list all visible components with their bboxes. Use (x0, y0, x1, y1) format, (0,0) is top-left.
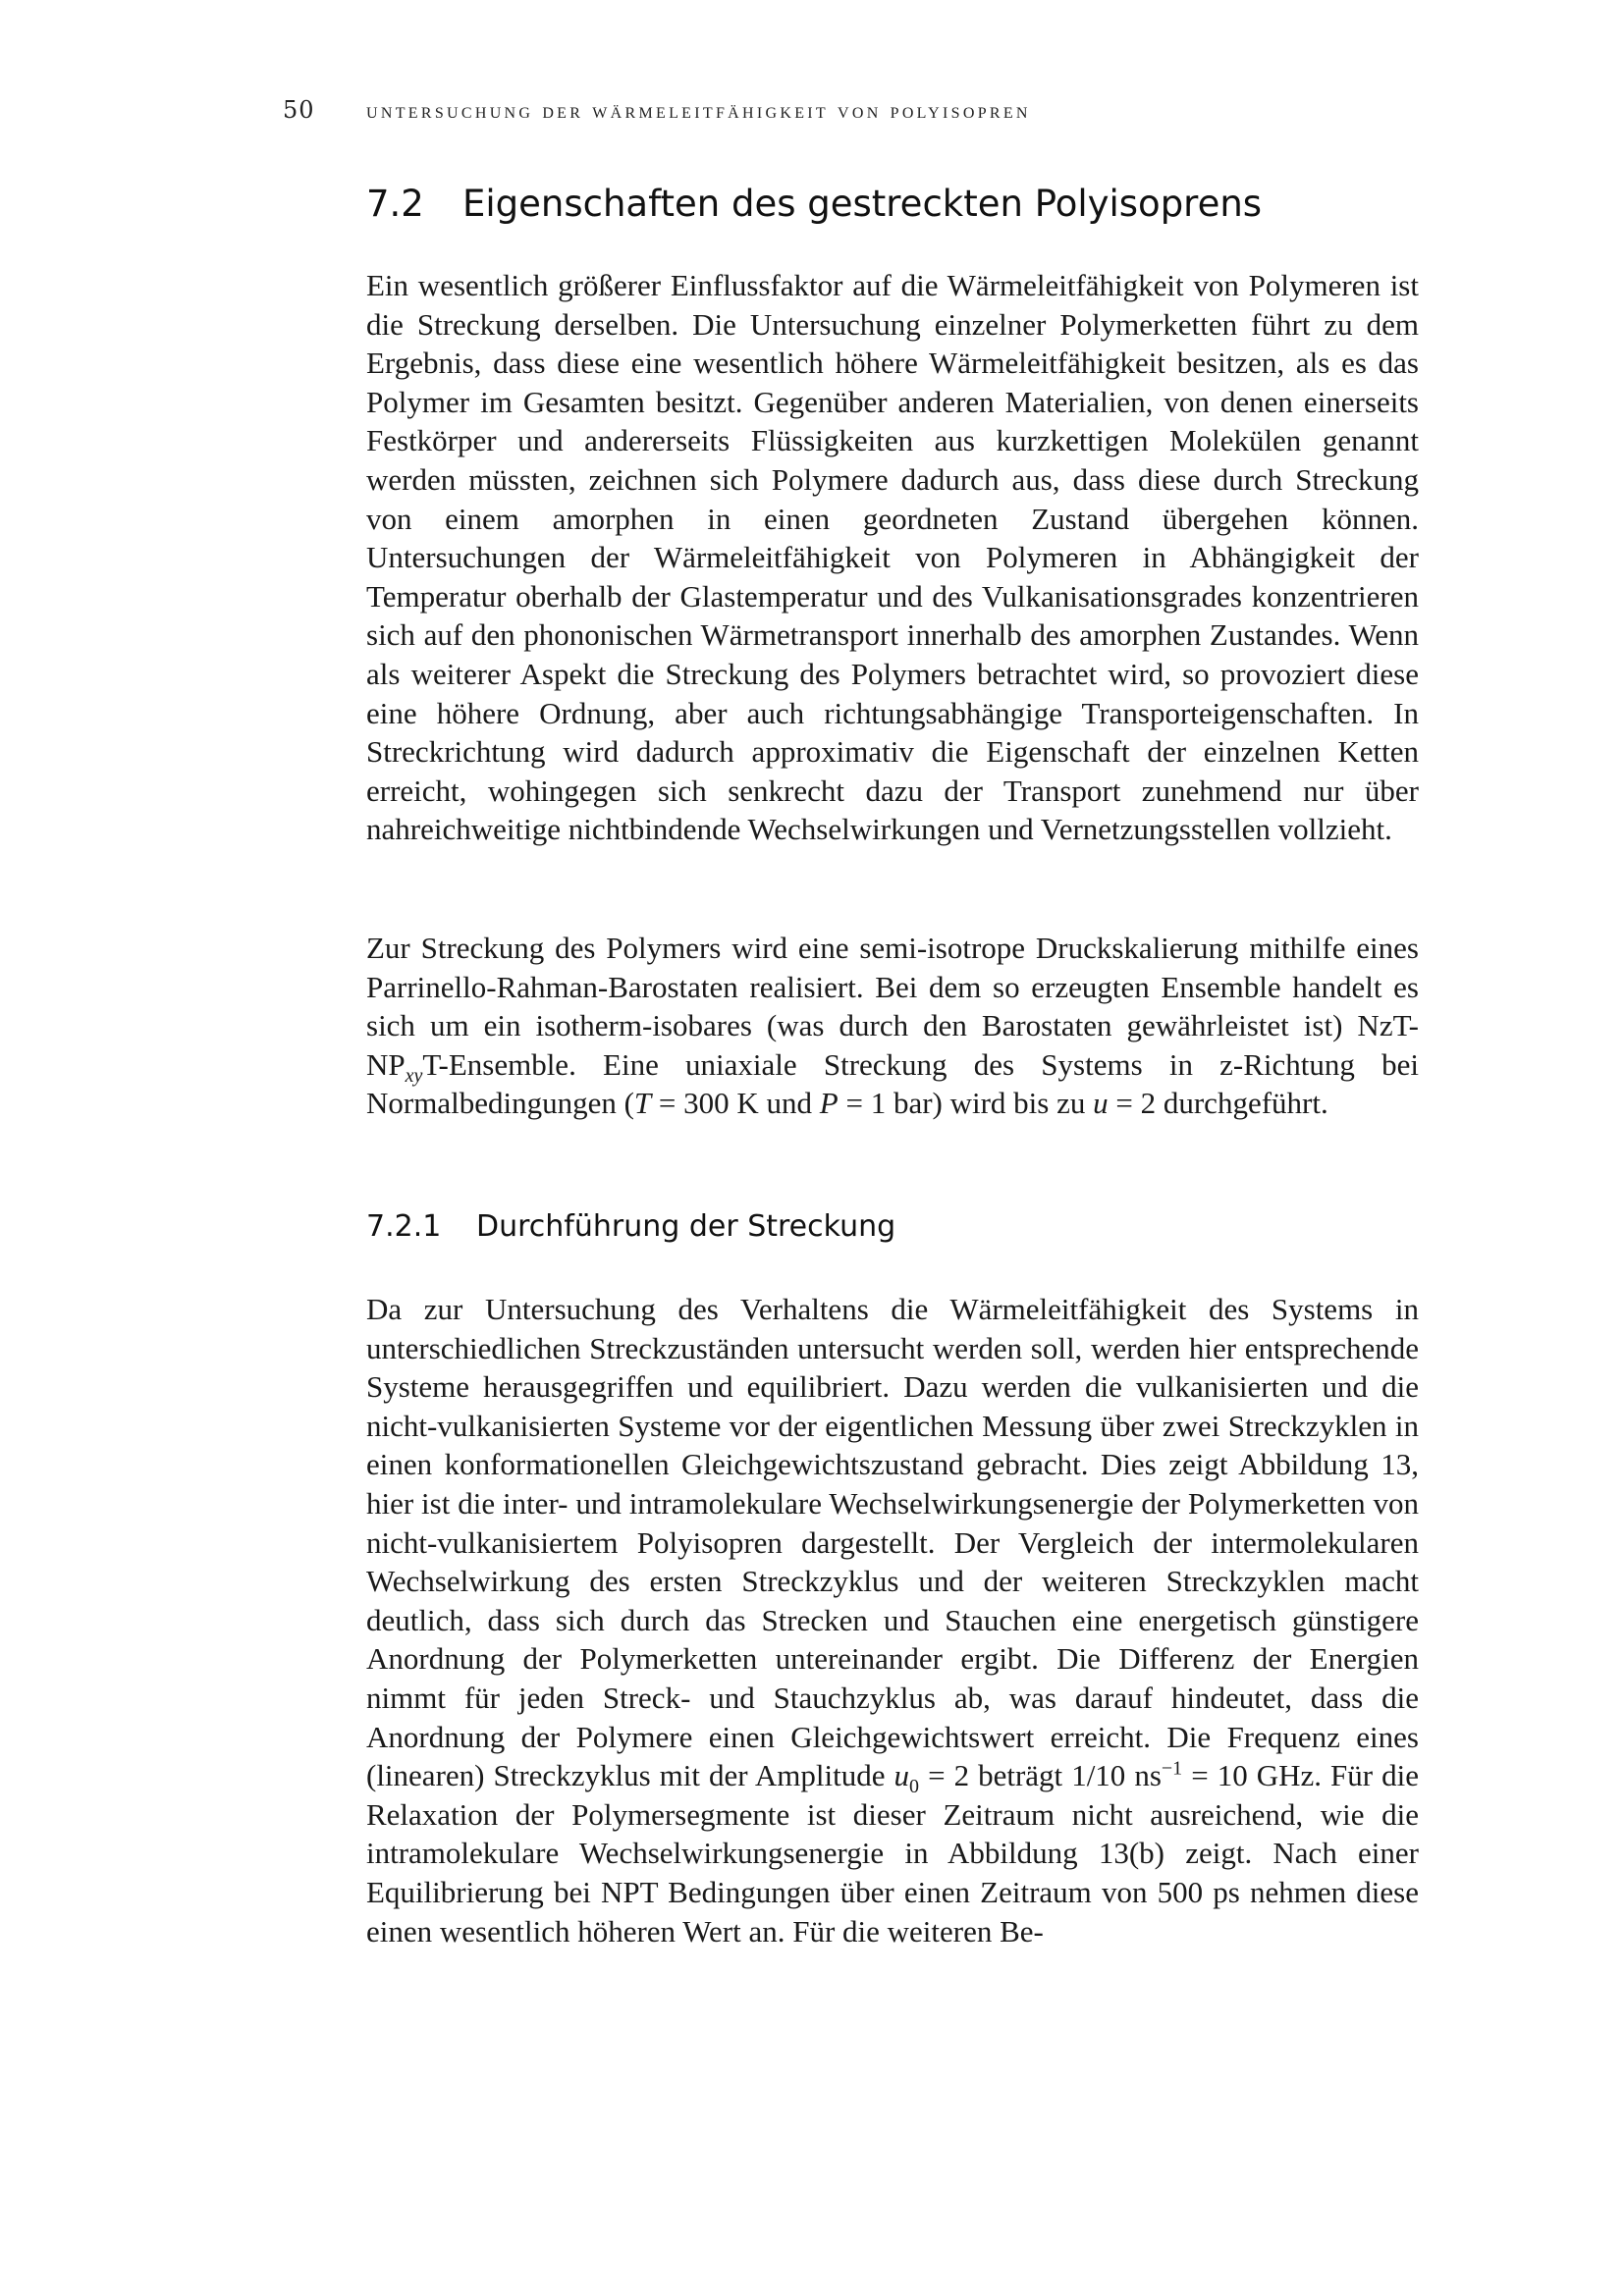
section-number: 7.2 (366, 183, 424, 225)
paragraph-3-text-1: Da zur Untersuchung des Verhaltens die Wärmeleitfähigkeit des Systems in unterschiedlichen Streckzuständen untersucht werden soll, werden hier entsprechende Systeme herausgegriffen und equilibriert. Dazu werden die vulkanisierten und die nicht-vulkanisierten Systeme vor der eigentlichen Messung über zwei Streckzyklen in einen konformationellen Gleichgewichtszustand gebracht. Dies zeigt Abbildung 13, hier ist die inter- und intramolekulare Wechselwirkungsenergie der Polymerketten von nicht-vulkanisiertem Polyisopren dargestellt. Der Vergleich der intermolekularen Wechselwirkung des ersten Streckzyklus und der weiteren Streckzyklen macht deutlich, dass sich durch das Strecken und Stauchen eine energetisch günstigere Anordnung der Polymerketten untereinander ergibt. Die Differenz der Energien nimmt für jeden Streck- und Stauchzyklus ab, was darauf hindeutet, dass die Anordnung der Polymere einen Gleichgewichtswert erreicht. Die Frequenz eines (linearen) Streckzyklus mit der Amplitude (366, 1292, 1419, 1793)
variable-T: T (633, 1086, 652, 1121)
running-title: untersuchung der wärmeleitfähigkeit von polyisopren (366, 98, 1031, 123)
running-header (0, 96, 1624, 135)
paragraph-3-text-2: = 2 beträgt 1/10 ns (919, 1758, 1162, 1793)
section-title: Eigenschaften des gestreckten Polyisoprens (462, 183, 1263, 225)
paragraph-2-text-5: = 2 durchgeführt. (1108, 1086, 1328, 1121)
page-number: 50 (283, 96, 315, 124)
section-heading (366, 183, 1262, 225)
subscript-0: 0 (909, 1776, 920, 1798)
paragraph-2-text-4: = 1 bar) wird bis zu (838, 1086, 1094, 1121)
subsection-heading (366, 1209, 895, 1244)
paragraph-3-text-3: = 10 GHz. Für die Relaxation der Polymersegmente ist dieser Zeitraum nicht ausreichend, wie die intramolekulare Wechselwirkungsenergie in Abbildung 13(b) zeigt. Nach einer Equilibrierung bei NPT Bedingungen über einen Zeitraum von 500 ps nehmen diese einen wesentlich höheren Wert an. Für die weiteren Be- (366, 1758, 1420, 1949)
paragraph-2-text-3: = 300 K und (651, 1086, 820, 1121)
paragraph-2-text-1: Zur Streckung des Polymers wird eine semi-isotrope Druckskalierung mithilfe eines Parrinello-Rahman-Barostaten realisiert. Bei dem so erzeugten Ensemble handelt es sich um ein isotherm-isobares (was durch den Barostaten gewährleistet ist) NzT-NP (366, 931, 1419, 1082)
variable-u0: u (893, 1758, 910, 1793)
variable-u: u (1093, 1086, 1109, 1121)
subsection-title: Durchführung der Streckung (476, 1209, 896, 1244)
paragraph-2-text-2: T-Ensemble. Eine uniaxiale Streckung des Systems in z-Richtung bei Normalbedingungen ( (366, 1046, 1419, 1121)
paragraph-1: Ein wesentlich größerer Einflussfaktor auf die Wärmeleitfähigkeit von Polymeren ist die Streckung derselben. Die Untersuchung einzelner Polymerketten führt zu dem Ergebnis, dass diese eine wesentlich höhere Wärmeleitfähigkeit besitzen, als es das Polymer im Gesamten besitzt. Gegenüber anderen Materialien, von denen einerseits Festkörper und andererseits Flüssigkeiten aus kurzkettigen Molekülen genannt werden müssten, zeichnen sich Polymere dadurch aus, dass diese durch Streckung von einem amorphen in einen geordneten Zustand übergehen können. Untersuchungen der Wärmeleitfähigkeit von Polymeren in Abhängigkeit der Temperatur oberhalb der Glastemperatur und des Vulkanisationsgrades konzentrieren sich auf den phononischen Wärmetransport innerhalb des amorphen Zustandes. Wenn als weiterer Aspekt die Streckung des Polymers betrachtet wird, so provoziert diese eine höhere Ordnung, aber auch richtungsabhängige Transporteigenschaften. In Streckrichtung wird dadurch approximativ die Eigenschaft der einzelnen Ketten erreicht, wohingegen sich senkrecht dazu der Transport zunehmend nur über nahreichweitige nichtbindende Wechselwirkungen und Vernetzungsstellen vollzieht. (366, 268, 1419, 847)
superscript-exponent: −1 (1161, 1757, 1183, 1780)
subsection-number: 7.2.1 (366, 1209, 442, 1244)
paragraph-3 (366, 1290, 1419, 1950)
subscript-xy: xy (405, 1064, 423, 1087)
paragraph-2 (366, 929, 1419, 1123)
variable-P: P (819, 1086, 839, 1121)
